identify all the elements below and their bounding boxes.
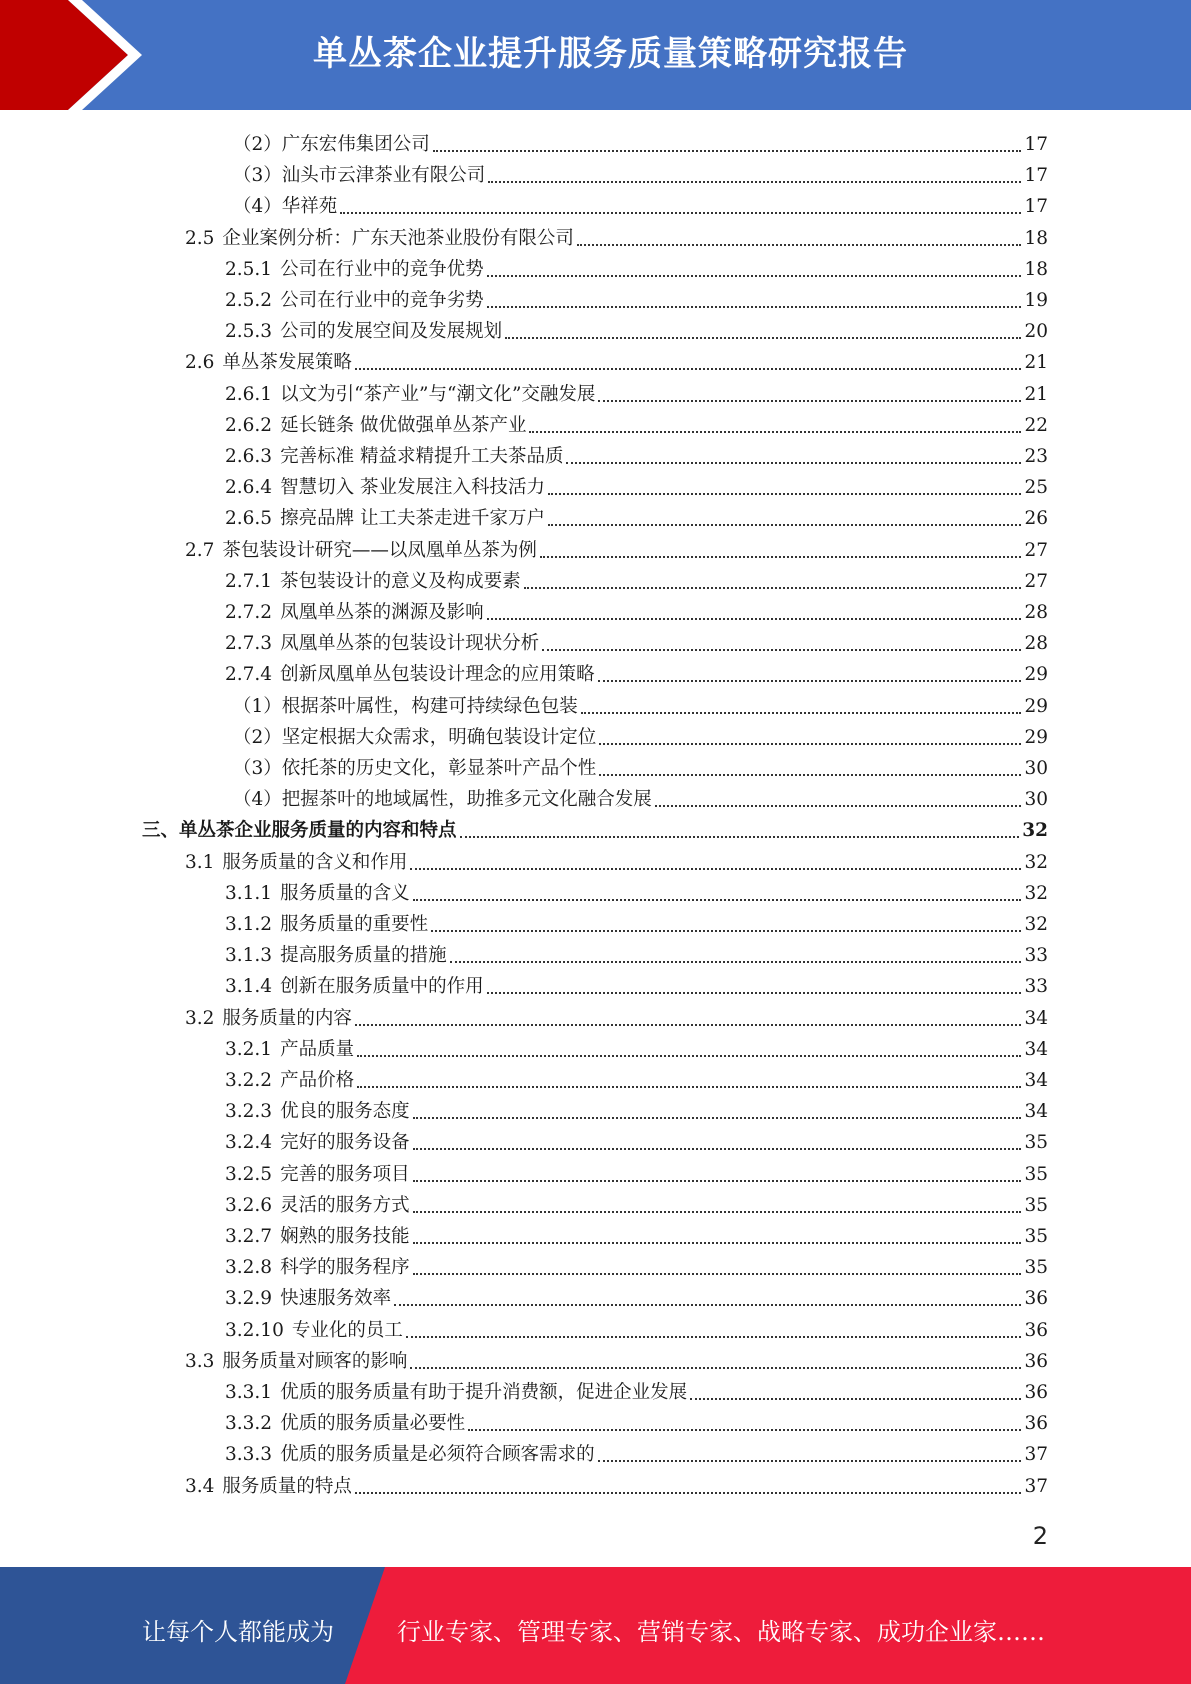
toc-entry-number: 3.2.6 — [225, 1194, 273, 1216]
toc-entry[interactable] — [185, 845, 1048, 876]
toc-entry-label: 服务质量的含义和作用 — [222, 851, 408, 873]
toc-entry-number: 3.2.3 — [225, 1101, 273, 1123]
toc-entry-page: 36 — [1024, 1350, 1048, 1372]
toc-entry-label: 产品质量 — [280, 1038, 355, 1060]
toc-entry-number: 3.2.9 — [225, 1288, 273, 1310]
toc-entry-label: 创新在服务质量中的作用 — [280, 976, 484, 998]
toc-dot-leader — [413, 1211, 1022, 1213]
toc-entry-label: 创新凤凰单丛包装设计理念的应用策略 — [280, 664, 595, 686]
toc-entry[interactable] — [225, 938, 1048, 969]
toc-dot-leader — [548, 493, 1021, 495]
toc-entry-page: 36 — [1024, 1319, 1048, 1341]
toc-entry-label: 凤凰单丛茶的渊源及影响 — [280, 602, 484, 623]
toc-entry-label: 优质的服务质量有助于提升消费额，促进企业发展 — [280, 1382, 688, 1403]
toc-dot-leader — [340, 212, 1021, 214]
toc-entry-number: 3.1.3 — [225, 945, 273, 967]
toc-dot-leader — [529, 431, 1021, 433]
toc-entry-page: 17 — [1024, 134, 1048, 155]
toc-entry-page: 29 — [1024, 726, 1048, 748]
toc-entry-page: 17 — [1024, 165, 1048, 187]
toc-entry-page: 32 — [1022, 820, 1048, 842]
toc-entry[interactable] — [225, 408, 1048, 439]
toc-dot-leader — [599, 743, 1021, 745]
toc-dot-leader — [410, 1367, 1021, 1369]
toc-entry-page: 35 — [1024, 1132, 1048, 1154]
toc-entry-label: 服务质量的特点 — [222, 1475, 352, 1497]
toc-dot-leader — [410, 868, 1021, 870]
toc-entry-label: 延长链条 做优做强单丛茶产业 — [280, 414, 527, 436]
toc-entry-label: 灵活的服务方式 — [280, 1194, 410, 1216]
toc-dot-leader — [460, 836, 1020, 838]
toc-entry-number: 3.2 — [185, 1007, 215, 1029]
toc-entry[interactable] — [225, 1250, 1048, 1281]
toc-entry[interactable] — [185, 1469, 1048, 1500]
toc-dot-leader — [581, 712, 1022, 714]
toc-entry-page: 32 — [1024, 851, 1048, 873]
toc-entry-number: 3.2.10 — [225, 1319, 284, 1341]
toc-entry-number: 2.6.2 — [225, 414, 273, 436]
toc-entry[interactable] — [233, 689, 1048, 720]
toc-entry-label: 科学的服务程序 — [280, 1257, 410, 1279]
toc-entry-number: 3.3 — [185, 1350, 215, 1372]
toc-entry[interactable] — [225, 657, 1048, 688]
toc-dot-leader — [413, 1117, 1022, 1119]
toc-entry-page: 28 — [1024, 633, 1048, 655]
toc-dot-leader — [413, 899, 1022, 901]
toc-entry-number: 2.7.1 — [225, 570, 273, 592]
toc-entry-number: 3.2.8 — [225, 1257, 273, 1279]
toc-entry-number: 2.6.5 — [225, 508, 273, 530]
toc-entry-label: 快速服务效率 — [280, 1288, 392, 1310]
toc-entry-number: 2.5 — [185, 227, 215, 249]
toc-entry-page: 35 — [1024, 1257, 1048, 1279]
toc-entry[interactable] — [185, 533, 1048, 564]
toc-dot-leader — [413, 1148, 1022, 1150]
toc-entry-label: 专业化的员工 — [291, 1319, 403, 1341]
toc-entry-number: 2.5.3 — [225, 321, 273, 343]
toc-dot-leader — [488, 181, 1021, 183]
toc-entry[interactable] — [225, 595, 1048, 626]
toc-entry-label: 公司在行业中的竞争劣势 — [280, 290, 484, 311]
page-number: 2 — [1032, 1522, 1048, 1550]
toc-entry-label: （1）根据茶叶属性，构建可持续绿色包装 — [233, 695, 578, 717]
toc-entry-number: 3.1.4 — [225, 976, 273, 998]
toc-entry-label: 以文为引“茶产业”与“潮文化”交融发展 — [280, 383, 596, 405]
toc-dot-leader — [655, 805, 1022, 807]
toc-entry-page: 28 — [1024, 602, 1048, 623]
toc-entry-number: 3.4 — [185, 1475, 215, 1497]
toc-entry[interactable] — [225, 1281, 1048, 1312]
page-footer — [0, 1567, 1191, 1684]
toc-entry-page: 27 — [1024, 570, 1048, 592]
toc-dot-leader — [487, 275, 1022, 277]
toc-entry[interactable] — [233, 189, 1048, 220]
toc-dot-leader — [577, 244, 1022, 246]
toc-entry-page: 30 — [1024, 789, 1048, 811]
toc-entry-number: 3.1.2 — [225, 914, 273, 935]
toc-entry-number: 2.6 — [185, 352, 215, 374]
toc-entry-page: 29 — [1024, 664, 1048, 686]
toc-entry-number: 3.2.4 — [225, 1132, 273, 1154]
toc-entry[interactable] — [225, 1157, 1048, 1188]
toc-entry[interactable] — [185, 1001, 1048, 1032]
toc-entry-number: 3.1 — [185, 851, 215, 873]
toc-entry[interactable] — [225, 1406, 1048, 1437]
toc-entry[interactable] — [225, 1313, 1048, 1344]
toc-entry[interactable] — [233, 127, 1048, 158]
toc-entry-label: 企业案例分析：广东天池茶业股份有限公司 — [222, 227, 574, 249]
toc-dot-leader — [599, 774, 1021, 776]
toc-dot-leader — [433, 150, 1022, 152]
toc-entry[interactable] — [225, 564, 1048, 595]
toc-entry-page: 27 — [1024, 539, 1048, 561]
toc-dot-leader — [690, 1398, 1021, 1400]
toc-entry[interactable] — [185, 221, 1048, 252]
toc-entry-page: 35 — [1024, 1194, 1048, 1216]
toc-entry[interactable] — [225, 252, 1048, 283]
toc-dot-leader — [542, 649, 1021, 651]
toc-entry[interactable] — [225, 1125, 1048, 1156]
toc-dot-leader — [598, 400, 1021, 402]
toc-entry-number: 2.7.4 — [225, 664, 273, 686]
toc-entry-page: 26 — [1024, 508, 1048, 530]
toc-entry-page: 35 — [1024, 1226, 1048, 1247]
toc-entry[interactable] — [225, 1188, 1048, 1219]
toc-entry-page: 34 — [1024, 1038, 1048, 1060]
toc-dot-leader — [505, 337, 1021, 339]
toc-entry-page: 21 — [1024, 352, 1048, 374]
toc-entry[interactable] — [185, 345, 1048, 376]
toc-entry-number: 3.2.5 — [225, 1163, 273, 1185]
toc-entry-number: 3.3.1 — [225, 1382, 273, 1403]
toc-entry-page: 30 — [1024, 758, 1048, 779]
toc-entry[interactable] — [142, 813, 1048, 844]
toc-dot-leader — [413, 1242, 1022, 1244]
toc-entry-label: 茶包装设计研究——以凤凰单丛茶为例 — [222, 539, 537, 561]
toc-entry-number: 2.6.3 — [225, 446, 273, 467]
toc-entry-page: 36 — [1024, 1413, 1048, 1435]
toc-entry[interactable] — [225, 907, 1048, 938]
page-header — [0, 0, 1191, 110]
toc-entry-number: 2.5.2 — [225, 290, 273, 311]
toc-entry-page: 21 — [1024, 383, 1048, 405]
toc-entry-label: （4）把握茶叶的地域属性，助推多元文化融合发展 — [233, 789, 652, 811]
toc-entry-label: 优质的服务质量是必须符合顾客需求的 — [280, 1444, 595, 1466]
toc-entry-number: 3.3.2 — [225, 1413, 273, 1435]
toc-dot-leader — [413, 1273, 1022, 1275]
toc-entry-page: 37 — [1024, 1475, 1048, 1497]
toc-entry[interactable] — [233, 720, 1048, 751]
toc-entry-page: 20 — [1024, 321, 1048, 343]
toc-entry-page: 32 — [1024, 882, 1048, 904]
toc-dot-leader — [540, 556, 1022, 558]
report-title: 单丛茶企业提升服务质量策略研究报告 — [313, 34, 908, 74]
toc-entry-label: 单丛茶发展策略 — [222, 352, 352, 374]
toc-entry-number: 2.6.1 — [225, 383, 273, 405]
toc-dot-leader — [450, 961, 1022, 963]
toc-entry-number: 3.1.1 — [225, 882, 273, 904]
toc-dot-leader — [468, 1429, 1021, 1431]
toc-entry-label: 三、单丛茶企业服务质量的内容和特点 — [142, 820, 457, 842]
toc-entry-page: 34 — [1024, 1007, 1048, 1029]
toc-entry-label: 产品价格 — [280, 1070, 355, 1091]
toc-entry[interactable] — [225, 626, 1048, 657]
toc-entry[interactable] — [225, 1375, 1048, 1406]
toc-entry[interactable] — [225, 283, 1048, 314]
toc-entry[interactable] — [233, 782, 1048, 813]
toc-entry-label: 服务质量的重要性 — [280, 914, 429, 935]
toc-entry[interactable] — [185, 1344, 1048, 1375]
toc-entry-page: 34 — [1024, 1101, 1048, 1123]
toc-entry-page: 23 — [1024, 446, 1048, 467]
toc-entry-page: 29 — [1024, 695, 1048, 717]
toc-entry[interactable] — [225, 1094, 1048, 1125]
toc-entry-label: 服务质量对顾客的影响 — [222, 1350, 408, 1372]
toc-entry[interactable] — [225, 1219, 1048, 1250]
toc-dot-leader — [357, 1055, 1021, 1057]
toc-entry-label: 公司在行业中的竞争优势 — [280, 258, 484, 280]
toc-entry-page: 17 — [1024, 196, 1048, 218]
toc-entry-label: 擦亮品牌 让工夫茶走进千家万户 — [280, 508, 545, 530]
toc-dot-leader — [548, 524, 1021, 526]
toc-entry-label: （3）依托茶的历史文化，彰显茶叶产品个性 — [233, 758, 597, 779]
toc-entry-page: 19 — [1024, 290, 1048, 311]
toc-dot-leader — [394, 1304, 1021, 1306]
toc-dot-leader — [406, 1336, 1022, 1338]
toc-entry-label: 娴熟的服务技能 — [280, 1226, 410, 1247]
footer-slogan-left: 让每个人都能成为 — [142, 1618, 334, 1646]
toc-dot-leader — [355, 1492, 1022, 1494]
toc-entry-label: 完好的服务设备 — [280, 1132, 410, 1154]
toc-entry-page: 18 — [1024, 227, 1048, 249]
toc-dot-leader — [413, 1180, 1022, 1182]
toc-entry-number: 2.7 — [185, 539, 215, 561]
toc-entry-label: 优良的服务态度 — [280, 1101, 410, 1123]
toc-entry-label: 公司的发展空间及发展规划 — [280, 321, 503, 343]
toc-entry-label: 凤凰单丛茶的包装设计现状分析 — [280, 633, 540, 655]
toc-entry-page: 22 — [1024, 414, 1048, 436]
toc-entry-page: 36 — [1024, 1382, 1048, 1403]
toc-dot-leader — [355, 368, 1022, 370]
toc-dot-leader — [598, 1460, 1022, 1462]
toc-entry-label: 完善标准 精益求精提升工夫茶品质 — [280, 446, 564, 467]
toc-entry-number: 2.5.1 — [225, 258, 273, 280]
toc-entry-number: 3.2.1 — [225, 1038, 273, 1060]
toc-entry-page: 37 — [1024, 1444, 1048, 1466]
toc-entry[interactable] — [225, 314, 1048, 345]
toc-entry[interactable] — [225, 876, 1048, 907]
toc-entry-label: 提高服务质量的措施 — [280, 945, 447, 967]
footer-slogan-right: 行业专家、管理专家、营销专家、战略专家、成功企业家…… — [397, 1618, 1045, 1646]
toc-entry-label: 优质的服务质量必要性 — [280, 1413, 466, 1435]
toc-entry-label: 服务质量的内容 — [222, 1007, 352, 1029]
toc-dot-leader — [487, 306, 1022, 308]
toc-entry-page: 35 — [1024, 1163, 1048, 1185]
toc-entry-number: 2.7.2 — [225, 602, 273, 623]
toc-entry-page: 33 — [1024, 976, 1048, 998]
toc-dot-leader — [598, 680, 1022, 682]
toc-entry[interactable] — [225, 1437, 1048, 1468]
toc-dot-leader — [487, 618, 1022, 620]
toc-dot-leader — [487, 992, 1022, 994]
toc-entry-label: 服务质量的含义 — [280, 882, 410, 904]
toc-dot-leader — [566, 462, 1021, 464]
toc-entry-label: （3）汕头市云津茶业有限公司 — [233, 165, 486, 187]
toc-entry-label: （4）华祥苑 — [233, 196, 338, 218]
toc-entry-page: 32 — [1024, 914, 1048, 935]
toc-entry[interactable] — [225, 470, 1048, 501]
toc-dot-leader — [355, 1024, 1022, 1026]
toc-entry-number: 3.2.2 — [225, 1070, 273, 1091]
toc-dot-leader — [357, 1086, 1021, 1088]
toc-entry-page: 34 — [1024, 1070, 1048, 1091]
toc-entry-number: 3.2.7 — [225, 1226, 273, 1247]
toc-entry[interactable] — [225, 439, 1048, 470]
toc-entry[interactable] — [225, 1063, 1048, 1094]
toc-dot-leader — [431, 930, 1021, 932]
toc-dot-leader — [524, 587, 1022, 589]
toc-entry[interactable] — [225, 969, 1048, 1000]
toc-entry-number: 2.6.4 — [225, 477, 273, 499]
toc-entry-label: （2）坚定根据大众需求，明确包装设计定位 — [233, 726, 597, 748]
toc-entry-label: 智慧切入 茶业发展注入科技活力 — [280, 477, 545, 499]
toc-entry[interactable] — [225, 501, 1048, 532]
toc-entry-page: 36 — [1024, 1288, 1048, 1310]
toc-entry-number: 2.7.3 — [225, 633, 273, 655]
toc-entry-page: 33 — [1024, 945, 1048, 967]
toc-entry[interactable] — [233, 158, 1048, 189]
toc-entry-label: 茶包装设计的意义及构成要素 — [280, 570, 521, 592]
toc-entry-page: 18 — [1024, 258, 1048, 280]
toc-entry[interactable] — [233, 751, 1048, 782]
toc-entry[interactable] — [225, 1032, 1048, 1063]
toc-entry-label: 完善的服务项目 — [280, 1163, 410, 1185]
toc-entry-number: 3.3.3 — [225, 1444, 273, 1466]
toc-entry-label: （2）广东宏伟集团公司 — [233, 134, 430, 155]
toc-entry-page: 25 — [1024, 477, 1048, 499]
toc-entry[interactable] — [225, 377, 1048, 408]
